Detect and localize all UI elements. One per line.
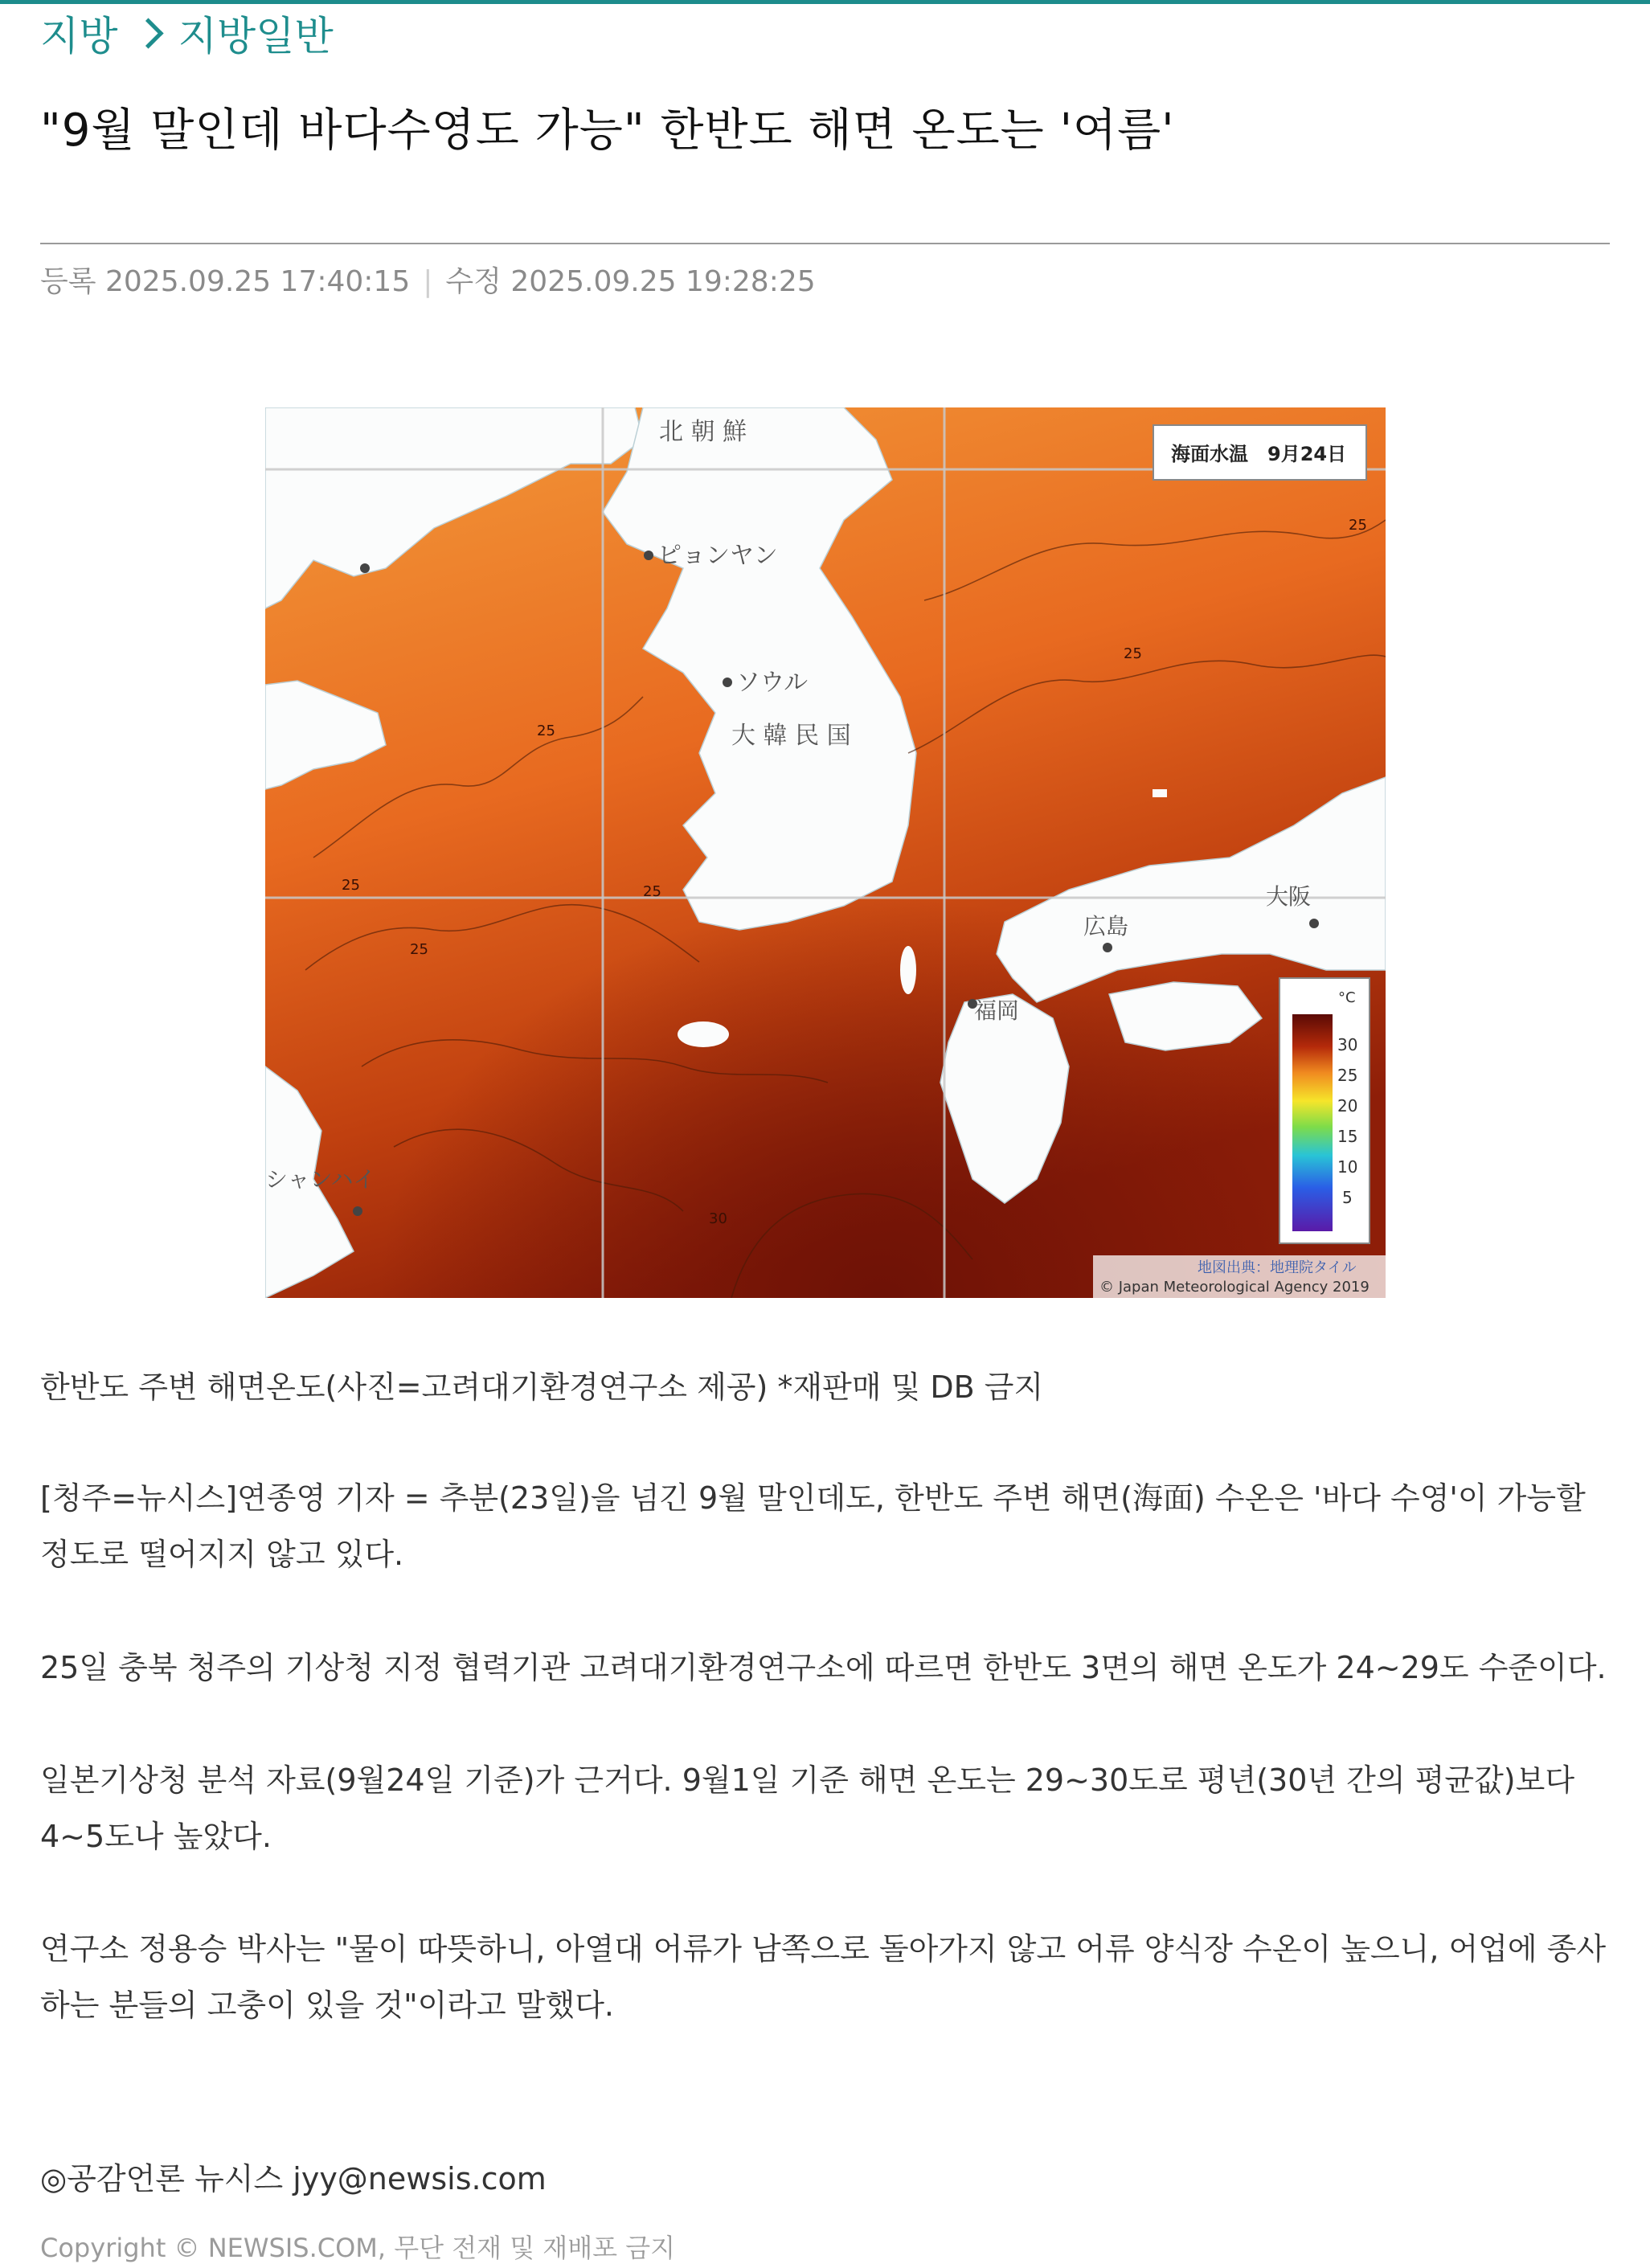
legend-tick-25: 25 bbox=[1337, 1066, 1358, 1085]
breadcrumb bbox=[40, 5, 334, 61]
map-credit-jma: © Japan Meteorological Agency 2019 bbox=[1099, 1279, 1370, 1296]
legend-tick-15: 15 bbox=[1337, 1127, 1358, 1146]
label-hiroshima: 広島 bbox=[1083, 913, 1129, 940]
breadcrumb-section-link[interactable]: 지방 bbox=[40, 13, 118, 59]
city-dot-shanghai bbox=[353, 1206, 362, 1216]
contour-label-4: 25 bbox=[342, 877, 360, 894]
article-title: "9월 말인데 바다수영도 가능" 한반도 해면 온도는 '여름' bbox=[40, 104, 1175, 157]
legend-tick-30: 30 bbox=[1337, 1035, 1358, 1054]
modified-date: 수정 2025.09.25 19:28:25 bbox=[445, 265, 816, 298]
article-byline: ◎공감언론 뉴시스 jyy@newsis.com bbox=[40, 2161, 547, 2196]
copyright-notice: Copyright © NEWSIS.COM, 무단 전재 및 재배포 금지 bbox=[40, 2233, 676, 2263]
contour-label-6: 25 bbox=[410, 941, 428, 958]
city-dot-dalian bbox=[360, 563, 370, 573]
map-title: 海面水温 9月24日 bbox=[1171, 443, 1347, 465]
legend-unit: °C bbox=[1338, 989, 1356, 1006]
label-osaka: 大阪 bbox=[1266, 883, 1312, 910]
land-jeju bbox=[678, 1021, 729, 1047]
sea-surface-temperature-map bbox=[265, 407, 1386, 1298]
legend-tick-10: 10 bbox=[1337, 1157, 1358, 1177]
label-north-korea: 北 朝 鮮 bbox=[659, 418, 747, 446]
label-south-korea: 大 韓 民 国 bbox=[731, 722, 851, 750]
article-paragraph-1: [청주=뉴시스]연종영 기자 = 추분(23일)을 넘긴 9월 말인데도, 한반도 주변 해면(海面) 수온은 '바다 수영'이 가능할 정도로 떨어지지 않고 있다. bbox=[40, 1480, 1586, 1572]
contour-label-7: 30 bbox=[709, 1210, 727, 1227]
map-credit-tiles: 地図出典：地理院タイル bbox=[1198, 1259, 1357, 1276]
label-seoul: ソウル bbox=[736, 669, 809, 697]
chevron-right-icon bbox=[133, 18, 163, 48]
contour-label-5: 25 bbox=[643, 883, 661, 900]
land-small-island bbox=[1153, 789, 1167, 797]
city-dot-pyongyang bbox=[644, 551, 653, 560]
article-paragraph-2: 25일 충북 청주의 기상청 지정 협력기관 고려대기환경연구소에 따르면 한반도 3면의 해면 온도가 24~29도 수준이다. bbox=[40, 1650, 1607, 1685]
label-fukuoka: 福岡 bbox=[974, 997, 1020, 1024]
legend-tick-20: 20 bbox=[1337, 1096, 1358, 1116]
article-paragraph-3: 일본기상청 분석 자료(9월24일 기준)가 근거다. 9월1일 기준 해면 온도는 29~30도로 평년(30년 간의 평균값)보다 4~5도나 높았다. bbox=[40, 1762, 1575, 1854]
date-separator: | bbox=[423, 265, 433, 298]
breadcrumb-subsection-link[interactable]: 지방일반 bbox=[178, 13, 334, 59]
article-paragraph-4: 연구소 정용승 박사는 "물이 따뜻하니, 아열대 어류가 남쪽으로 돌아가지 않고 어류 양식장 수온이 높으니, 어업에 종사하는 분들의 고충이 있을 것"이라고 말했다. bbox=[40, 1931, 1607, 2023]
legend-tick-5: 5 bbox=[1342, 1188, 1353, 1207]
title-divider bbox=[40, 243, 1610, 244]
label-shanghai: シャンハイ bbox=[265, 1166, 376, 1193]
city-dot-seoul bbox=[723, 678, 732, 687]
land-tsushima bbox=[900, 946, 916, 994]
city-dot-osaka bbox=[1309, 919, 1319, 928]
label-pyongyang: ピョンヤン bbox=[657, 542, 778, 570]
contour-label-3: 25 bbox=[537, 723, 555, 739]
contour-label-1: 25 bbox=[1349, 517, 1367, 534]
article-dates bbox=[40, 259, 816, 300]
photo-caption: 한반도 주변 해면온도(사진=고려대기환경연구소 제공) *재판매 및 DB 금지 bbox=[40, 1369, 1044, 1405]
registered-date: 등록 2025.09.25 17:40:15 bbox=[40, 265, 411, 298]
contour-label-2: 25 bbox=[1124, 645, 1142, 662]
city-dot-hiroshima bbox=[1103, 943, 1112, 952]
legend-color-bar bbox=[1292, 1014, 1333, 1231]
